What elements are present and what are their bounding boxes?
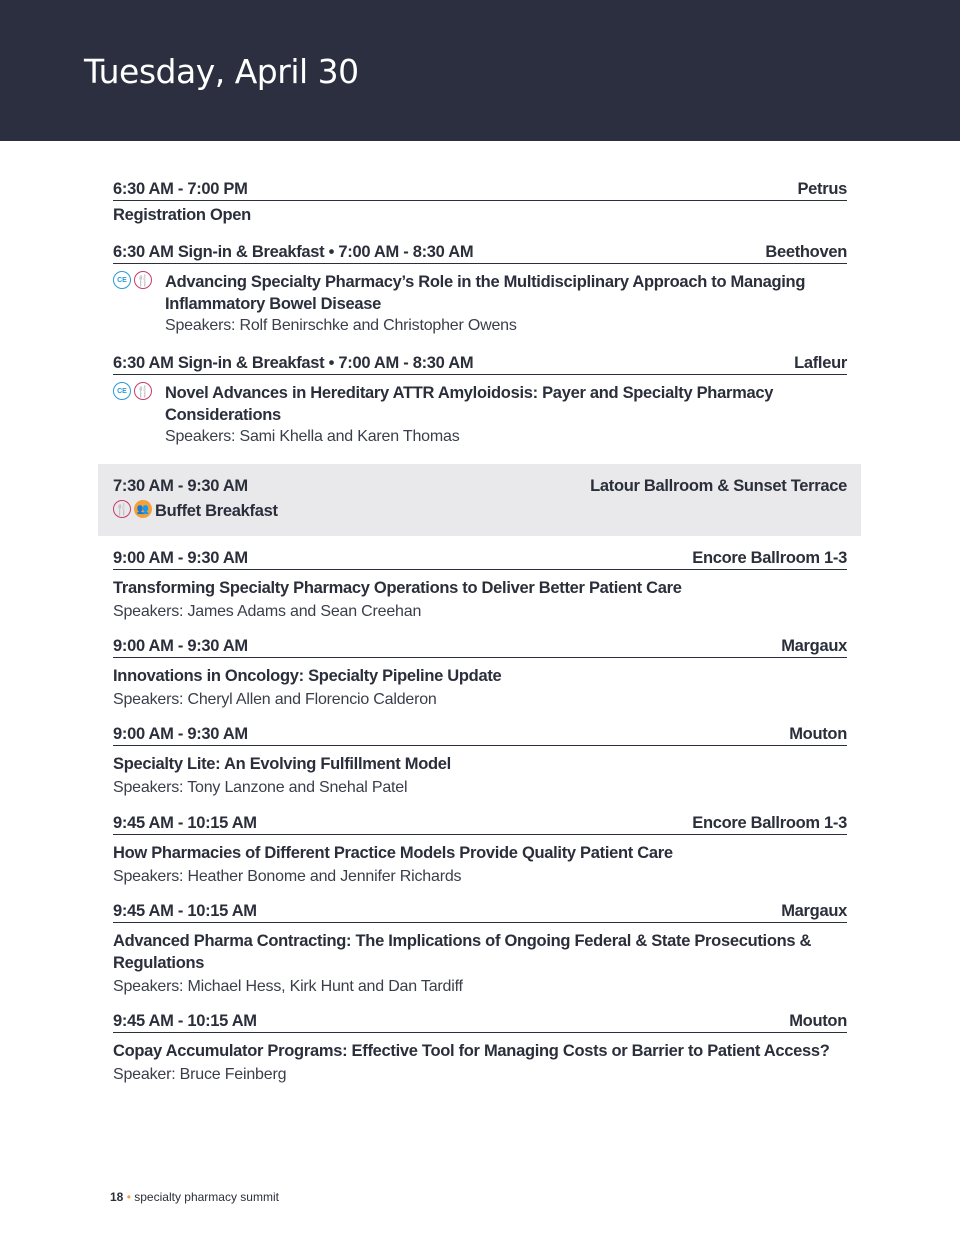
session-icons — [113, 500, 152, 522]
session-practice-models — [113, 814, 847, 888]
session-header — [113, 637, 847, 658]
session-speakers: Speakers: Michael Hess, Kirk Hunt and Dan Tardiff — [113, 978, 463, 995]
page-footer — [110, 1190, 279, 1204]
page-header — [0, 0, 960, 141]
session-time: 7:30 AM - 9:30 AM — [113, 477, 248, 495]
session-copay — [113, 1012, 847, 1086]
session-title: Registration Open — [113, 206, 251, 224]
networking-icon: 👥 — [134, 500, 152, 518]
session-specialty-lite — [113, 725, 847, 799]
meal-icon: 🍴 — [113, 500, 131, 518]
session-header — [113, 243, 847, 264]
session-speakers: Speakers: Cheryl Allen and Florencio Calderon — [113, 691, 437, 708]
session-speakers: Speakers: Heather Bonome and Jennifer Richards — [113, 868, 462, 885]
session-title-line1: Advanced Pharma Contracting: The Implications of Ongoing Federal & State Prosecutions & — [113, 932, 812, 950]
session-title: Specialty Lite: An Evolving Fulfillment Model — [113, 755, 451, 773]
session-time: 9:45 AM - 10:15 AM — [113, 814, 257, 832]
session-room: Mouton — [789, 1012, 847, 1030]
session-title-line2: Inflammatory Bowel Disease — [165, 295, 381, 313]
session-contracting — [113, 902, 847, 998]
footer-text: specialty pharmacy summit — [134, 1190, 279, 1204]
session-ibd — [113, 243, 847, 337]
page-title: Tuesday, April 30 — [84, 52, 359, 91]
session-time: 9:00 AM - 9:30 AM — [113, 725, 248, 743]
session-header — [113, 549, 847, 570]
ce-icon: CE — [113, 271, 131, 289]
session-header — [113, 725, 847, 746]
session-attr — [113, 354, 847, 448]
session-time: 9:00 AM - 9:30 AM — [113, 637, 248, 655]
session-time: 9:00 AM - 9:30 AM — [113, 549, 248, 567]
session-speakers: Speaker: Bruce Feinberg — [113, 1066, 287, 1083]
session-buffet — [113, 477, 847, 522]
session-title-line1: Novel Advances in Hereditary ATTR Amyloidosis: Payer and Specialty Pharmacy — [165, 384, 774, 402]
session-title: Innovations in Oncology: Specialty Pipeline Update — [113, 667, 502, 685]
session-oncology — [113, 637, 847, 711]
session-speakers: Speakers: Tony Lanzone and Snehal Patel — [113, 779, 408, 796]
session-title-line1: Advancing Specialty Pharmacy’s Role in the Multidisciplinary Approach to Managing — [165, 273, 806, 291]
session-time: 9:45 AM - 10:15 AM — [113, 902, 257, 920]
meal-icon: 🍴 — [134, 271, 152, 289]
session-header — [113, 354, 847, 375]
session-registration — [113, 180, 847, 226]
session-time: 6:30 AM Sign-in & Breakfast • 7:00 AM - 8:30 AM — [113, 243, 474, 261]
session-room: Mouton — [789, 725, 847, 743]
session-room: Beethoven — [765, 243, 847, 261]
session-room: Petrus — [797, 180, 847, 198]
session-header — [113, 1012, 847, 1033]
ce-icon: CE — [113, 382, 131, 400]
session-room: Encore Ballroom 1-3 — [692, 814, 847, 832]
session-time: 9:45 AM - 10:15 AM — [113, 1012, 257, 1030]
footer-separator: • — [126, 1190, 131, 1204]
session-operations — [113, 549, 847, 623]
session-room: Latour Ballroom & Sunset Terrace — [590, 477, 847, 495]
session-speakers: Speakers: Rolf Benirschke and Christopher Owens — [165, 317, 517, 334]
session-header — [113, 814, 847, 835]
session-title-line2: Considerations — [165, 406, 281, 424]
page-number: 18 — [110, 1190, 124, 1204]
session-header — [113, 477, 847, 497]
session-room: Margaux — [781, 902, 847, 920]
session-time: 6:30 AM Sign-in & Breakfast • 7:00 AM - 8:30 AM — [113, 354, 474, 372]
session-speakers: Speakers: James Adams and Sean Creehan — [113, 603, 422, 620]
session-room: Lafleur — [794, 354, 847, 372]
session-icons — [113, 382, 152, 404]
session-icons — [113, 271, 152, 293]
session-time: 6:30 AM - 7:00 PM — [113, 180, 248, 198]
session-room: Encore Ballroom 1-3 — [692, 549, 847, 567]
meal-icon: 🍴 — [134, 382, 152, 400]
session-title-line2: Regulations — [113, 954, 205, 972]
session-header — [113, 902, 847, 923]
session-room: Margaux — [781, 637, 847, 655]
session-header — [113, 180, 847, 201]
session-speakers: Speakers: Sami Khella and Karen Thomas — [165, 428, 460, 445]
session-title: Transforming Specialty Pharmacy Operations to Deliver Better Patient Care — [113, 579, 682, 597]
session-title: How Pharmacies of Different Practice Models Provide Quality Patient Care — [113, 844, 673, 862]
session-title: Copay Accumulator Programs: Effective Tool for Managing Costs or Barrier to Patient Access? — [113, 1042, 830, 1060]
session-title: Buffet Breakfast — [155, 502, 278, 520]
